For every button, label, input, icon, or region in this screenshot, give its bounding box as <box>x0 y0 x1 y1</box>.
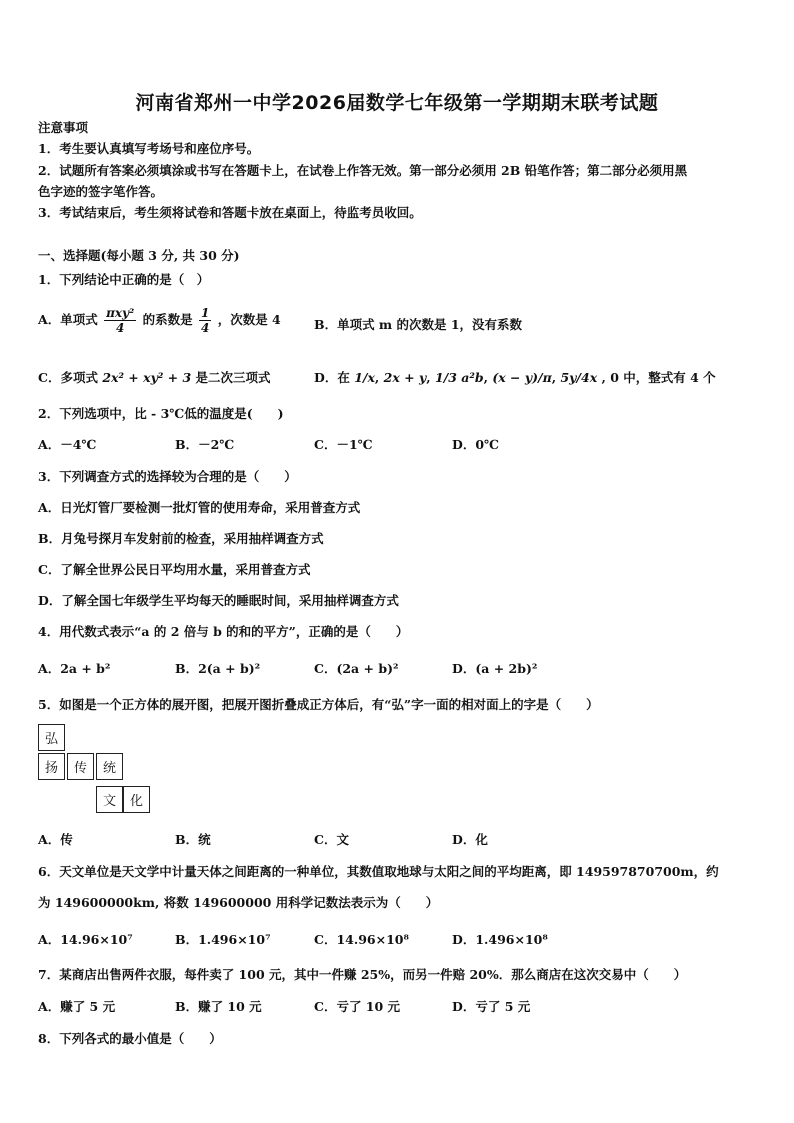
q3-option-a: A．日光灯管厂要检测一批灯管的使用寿命，采用普查方式 <box>38 500 361 515</box>
q1-option-a <box>38 306 281 335</box>
question-stem: 1．下列结论中正确的是（ ） <box>38 272 210 287</box>
q1-a-suffix: ，次数是 4 <box>217 312 281 327</box>
q1-option-d: D．在 1/x, 2x + y, 1/3 a²b, (x − y)/π, 5y/4x , 0 中，整式有 4 个 <box>314 370 716 385</box>
q1-a-prefix: A．单项式 <box>38 312 98 327</box>
q4-option-b: B．2(a + b)² <box>175 661 261 676</box>
q1-d-item: 2x + y <box>383 370 427 385</box>
q1-option-b: B．单项式 m 的次数是 1，没有系数 <box>314 317 523 332</box>
q1-c-prefix: C．多项式 <box>38 370 98 385</box>
q1-a-coefficient <box>199 306 211 335</box>
q6-option-c: C．14.96×10⁸ <box>314 932 409 947</box>
cube-face: 统 <box>96 753 123 780</box>
cube-net-figure <box>38 724 150 820</box>
notice-item: 3．考试结束后，考生须将试卷和答题卡放在桌面上，待监考员收回。 <box>38 205 422 220</box>
q2-option-c: C．－1℃ <box>314 437 373 452</box>
notice-heading: 注意事项 <box>38 120 89 135</box>
q1-d-suffix: , 0 中，整式有 4 个 <box>601 370 716 385</box>
cube-face: 化 <box>123 786 150 813</box>
q1-d-prefix: D．在 <box>314 370 350 385</box>
question-stem: 3．下列调查方式的选择较为合理的是（ ） <box>38 469 297 484</box>
section-heading: 一、选择题(每小题 3 分, 共 30 分) <box>38 248 240 263</box>
q1-c-expression: 2x² + xy² + 3 <box>102 370 192 385</box>
q6-option-a: A．14.96×10⁷ <box>38 932 133 947</box>
question-stem: 7．某商店出售两件衣服，每件卖了 100 元，其中一件赚 25%，而另一件赔 20%．那么商店在这次交易中（ ） <box>38 967 687 982</box>
q7-option-d: D．亏了 5 元 <box>452 999 531 1014</box>
q1-d-item: 5y/4x <box>560 370 598 385</box>
q3-option-c: C．了解全世界公民日平均用水量，采用普查方式 <box>38 562 311 577</box>
page-title: 河南省郑州一中学2026届数学七年级第一学期期末联考试题 <box>135 92 659 114</box>
q1-a-monomial <box>104 306 136 335</box>
cube-face: 文 <box>96 786 123 813</box>
question-stem: 4．用代数式表示“a 的 2 倍与 b 的和的平方”，正确的是（ ） <box>38 624 409 639</box>
question-stem: 2．下列选项中，比 - 3℃低的温度是( ) <box>38 406 284 421</box>
q2-option-b: B．－2℃ <box>175 437 235 452</box>
q6-option-b: B．1.496×10⁷ <box>175 932 271 947</box>
q5-option-d: D．化 <box>452 832 488 847</box>
q1-d-item: 1/x <box>354 370 375 385</box>
q4-option-a: A．2a + b² <box>38 661 111 676</box>
frac-numerator: 1 <box>200 306 210 320</box>
q5-option-a: A．传 <box>38 832 73 847</box>
q5-option-c: C．文 <box>314 832 349 847</box>
question-stem: 6．天文单位是天文学中计量天体之间距离的一种单位，其数值取地球与太阳之间的平均距离，即 149597870700m，约 <box>38 864 719 879</box>
notice-item: 2．试题所有答案必须填涂或书写在答题卡上，在试卷上作答无效。第一部分必须用 2B 铅笔作答；第二部分必须用黑 <box>38 163 688 178</box>
q7-option-a: A．赚了 5 元 <box>38 999 116 1014</box>
q2-option-d: D．0℃ <box>452 437 500 452</box>
frac-numerator: πxy² <box>106 306 135 320</box>
question-stem: 8．下列各式的最小值是（ ） <box>38 1031 222 1046</box>
question-stem-cont: 为 149600000km, 将数 149600000 用科学记数法表示为（ ） <box>38 895 439 910</box>
notice-item: 色字迹的签字笔作答。 <box>38 184 164 199</box>
q4-option-c: C．(2a + b)² <box>314 661 399 676</box>
q3-option-d: D．了解全国七年级学生平均每天的睡眠时间，采用抽样调查方式 <box>38 593 399 608</box>
frac-denominator: 4 <box>200 321 210 335</box>
q6-option-d: D．1.496×10⁸ <box>452 932 548 947</box>
frac-denominator: 4 <box>115 321 125 335</box>
cube-face: 传 <box>67 753 94 780</box>
cube-face: 扬 <box>38 753 65 780</box>
cube-face: 弘 <box>38 724 65 751</box>
q5-option-b: B．统 <box>175 832 211 847</box>
q1-d-item: (x − y)/π <box>492 370 552 385</box>
q1-c-suffix: 是二次三项式 <box>195 370 271 385</box>
question-stem: 5．如图是一个正方体的展开图，把展开图折叠成正方体后，有“弘”字一面的相对面上的字是（ ） <box>38 697 599 712</box>
q2-option-a: A．－4℃ <box>38 437 97 452</box>
q3-option-b: B．月兔号探月车发射前的检查，采用抽样调查方式 <box>38 531 324 546</box>
q4-option-d: D．(a + 2b)² <box>452 661 538 676</box>
q1-option-c <box>38 370 271 386</box>
q7-option-b: B．赚了 10 元 <box>175 999 262 1014</box>
q1-a-mid: 的系数是 <box>142 312 193 327</box>
q7-option-c: C．亏了 10 元 <box>314 999 401 1014</box>
notice-item: 1．考生要认真填写考场号和座位序号。 <box>38 141 260 156</box>
q1-d-item: 1/3 a²b <box>434 370 484 385</box>
